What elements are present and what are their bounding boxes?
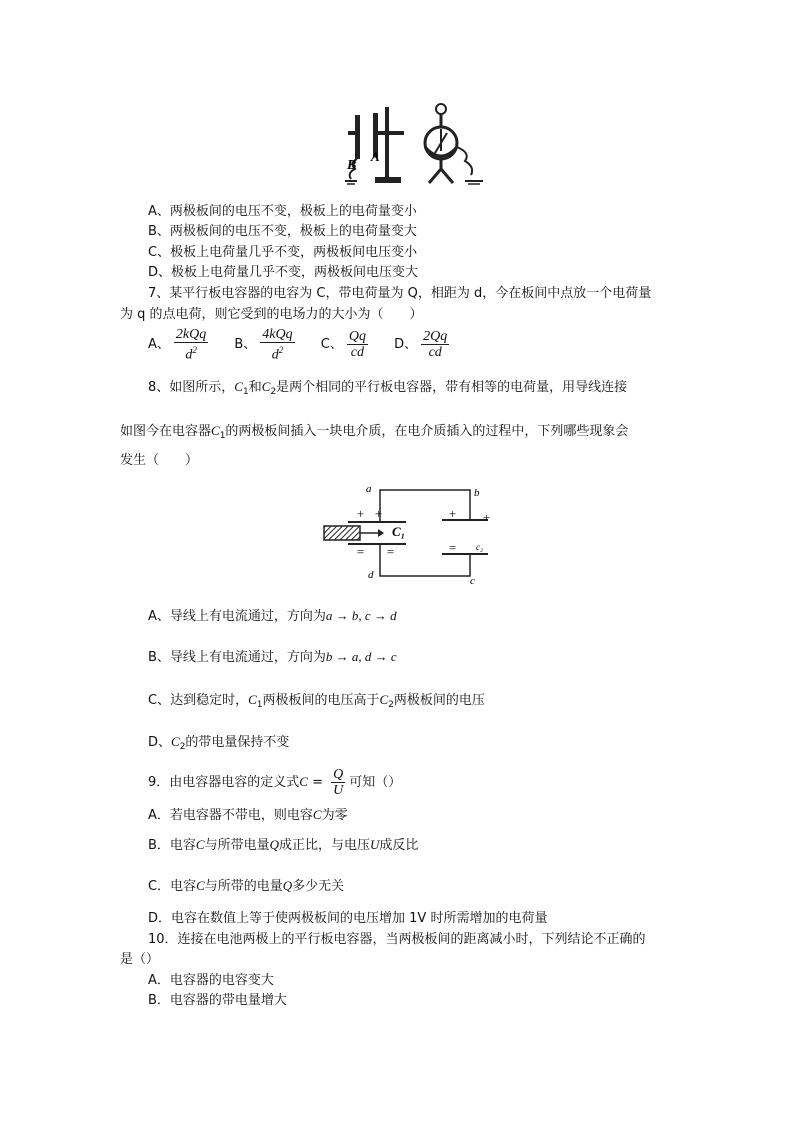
q6-option-a: A、两极板间的电压不变，极板上的电荷量变小 (148, 204, 417, 219)
figure-electroscope (335, 103, 495, 191)
q9-option-a: A．若电容器不带电，则电容C为零 (148, 807, 348, 823)
label-a: A (371, 149, 380, 164)
minus-sign: = (448, 540, 457, 555)
q8-option-d: D、$C_2$的带电量保持不变 (148, 734, 290, 752)
q8-stem-line1: 8、如图所示，$C_1$和$C_2$是两个相同的平行板电容器，带有相等的电荷量，用导线连接 (148, 379, 628, 397)
q7-option-c: C、 $\frac{Qq}{cd}$ (320, 329, 366, 361)
c2-label: c₂ (476, 542, 484, 552)
node-c-label: c (470, 575, 475, 587)
q7-options (148, 327, 471, 363)
minus-sign: = (356, 544, 365, 559)
q7-stem-line1: 7、某平行板电容器的电容为 C，带电荷量为 Q，相距为 d，今在板间中点放一个电荷量 (148, 286, 652, 301)
plus-sign: + (374, 506, 383, 521)
q6-option-b: B、两极板间的电压不变，极板上的电荷量变大 (148, 224, 417, 239)
figure-capacitor-circuit (318, 482, 498, 590)
plus-sign: + (448, 506, 457, 521)
node-d-label: d (368, 569, 374, 581)
q10-stem-line1: 10．连接在电池两极上的平行板电容器，当两极板间的距离减小时，下列结论不正确的 (148, 932, 646, 947)
node-a-label: a (366, 483, 372, 495)
c1-label: C₁ (392, 524, 406, 539)
plus-sign: + (356, 506, 365, 521)
q9-option-d: D．电容在数值上等于使两极板间的电压增加 1V 时所需增加的电荷量 (148, 911, 548, 926)
q7-option-a: A、 $\frac{\text{2kQq}}{d^2}$ (148, 327, 207, 363)
plus-sign: + (482, 510, 491, 525)
q8-stem-line2: 如图今在电容器$C_1$的两极板间插入一块电介质，在电介质插入的过程中，下列哪些现象会 (120, 423, 629, 441)
q8-stem-line3: 发生（ ） (120, 453, 199, 468)
q8-option-a: A、导线上有电流通过，方向为a → b, c → d (148, 608, 397, 624)
q8-option-c: C、达到稳定时，$C_1$两极板间的电压高于$C_2$两极板间的电压 (148, 692, 485, 710)
q10-stem-line2: 是（） (120, 952, 160, 967)
q7-option-b: B、 $\frac{\text{4kQq}}{d^2}$ (234, 327, 293, 363)
q7-option-d: D、 $\frac{2Qq}{cd}$ (394, 329, 448, 361)
q6-option-c: C、极板上电荷量几乎不变，两极板间电压变小 (148, 245, 418, 260)
q9-option-c: C．电容C与所带的电量Q多少无关 (148, 878, 345, 894)
q10-option-b: B．电容器的带电量增大 (148, 993, 287, 1008)
q8-option-b: B、导线上有电流通过，方向为b → a, d → c (148, 649, 397, 665)
node-b-label: b (474, 487, 480, 499)
label-b: B (347, 158, 357, 173)
q9-stem: 9．由电容器电容的定义式C = $\frac{Q}{U}$ 可知（） (148, 767, 402, 798)
q10-option-a: A．电容器的电容变大 (148, 973, 274, 988)
q6-option-d: D、极板上电荷量几乎不变，两极板间电压变大 (148, 265, 419, 280)
q9-option-b: B．电容C与所带电量Q成正比，与电压U成反比 (148, 837, 419, 853)
q7-stem-line2: 为 q 的点电荷，则它受到的电场力的大小为（ ） (120, 307, 423, 322)
minus-sign: = (386, 544, 395, 559)
